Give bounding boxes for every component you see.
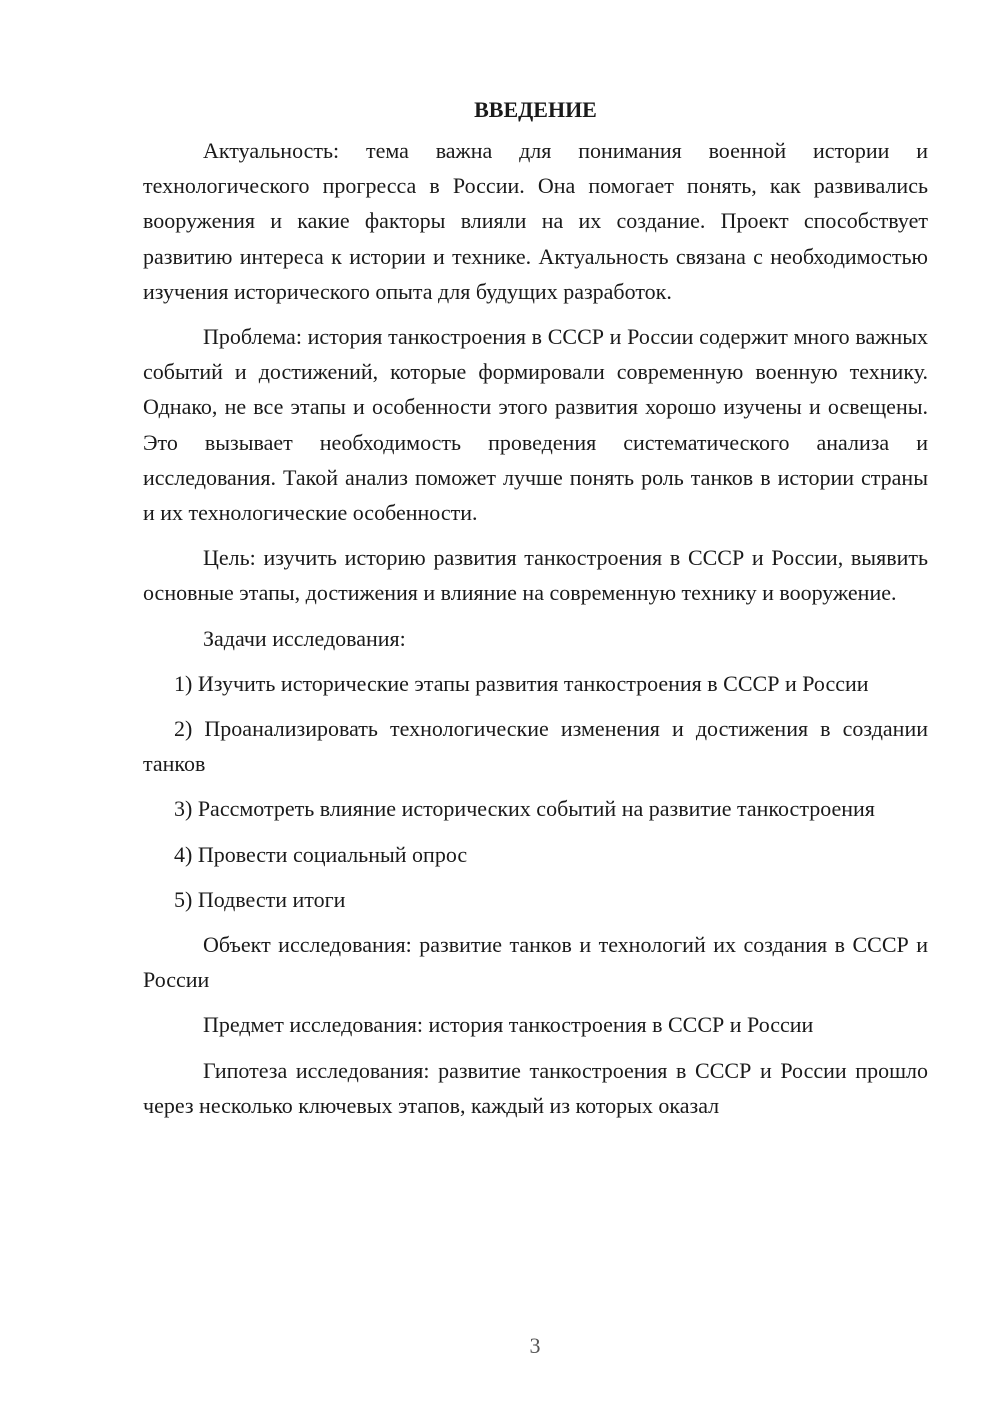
tasks-heading: Задачи исследования: (203, 625, 406, 651)
goal-paragraph: Цель: изучить историю развития танкостроения в СССР и России, выявить основные этапы, достижения и влияние на современную технику и вооружение. (143, 545, 928, 606)
page-number: 3 (529, 1333, 541, 1358)
object-paragraph: Объект исследования: развитие танков и технологий их создания в СССР и России (143, 932, 928, 993)
task-item: 5) Подвести итоги (174, 886, 346, 912)
subject-paragraph: Предмет исследования: история танкостроения в СССР и России (203, 1012, 814, 1038)
relevance-paragraph: Актуальность: тема важна для понимания военной истории и технологического прогресса в России. Она помогает понять, как развивались вооружения и какие факторы влияли на их создание. Проект способствует развитию интереса к истории и технике. Актуальность связана с необходимостью изучения исторического опыта для будущих разработок. (143, 138, 928, 304)
task-item: 1) Изучить исторические этапы развития танкостроения в СССР и России (174, 670, 869, 696)
document-page (143, 92, 928, 1133)
task-item: 4) Провести социальный опрос (174, 841, 468, 867)
section-heading: ВВЕДЕНИЕ (474, 97, 597, 122)
hypothesis-paragraph: Гипотеза исследования: развитие танкостроения в СССР и России прошло через несколько ключевых этапов, каждый из которых оказал (143, 1057, 928, 1118)
task-item: 3) Рассмотреть влияние исторических событий на развитие танкостроения (174, 796, 875, 822)
task-item: 2) Проанализировать технологические изменения и достижения в создании танков (143, 716, 928, 777)
problem-paragraph: Проблема: история танкостроения в СССР и России содержит много важных событий и достижений, которые формировали современную военную технику. Однако, не все этапы и особенности этого развития хорошо изучены и освещены. Это вызывает необходимость проведения систематического анализа и исследования. Такой анализ поможет лучше понять роль танков в истории страны и их технологические особенности. (143, 324, 928, 526)
